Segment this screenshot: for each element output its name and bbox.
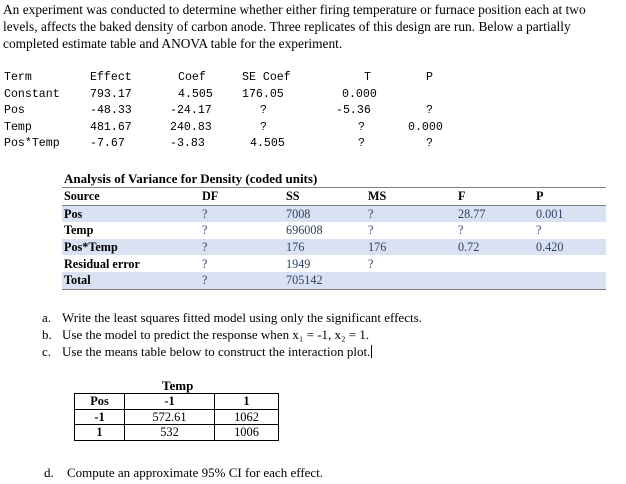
coef-effect: -48.33 (90, 104, 132, 118)
anova-ms: 176 (366, 239, 456, 256)
anova-header-ms: MS (366, 188, 456, 206)
anova-ms: ? (368, 223, 374, 238)
means-temp-level: 1 (215, 394, 279, 410)
anova-ss: 176 (284, 239, 366, 256)
anova-row (62, 239, 606, 256)
question-b (42, 326, 422, 343)
means-cell: 1006 (215, 425, 279, 441)
text-cursor (371, 345, 372, 358)
coef-coef: 4.505 (178, 87, 213, 101)
question-letter: d. (44, 465, 54, 480)
anova-df: ? (200, 239, 284, 256)
anova-f: 0.72 (456, 239, 534, 256)
anova-ss: 705142 (284, 272, 366, 289)
means-cell: 572.61 (125, 409, 215, 425)
means-pos-level: -1 (75, 409, 125, 425)
coef-header-effect: Effect (90, 71, 132, 84)
coef-t: ? (358, 120, 365, 134)
coef-se: 4.505 (250, 137, 285, 151)
coef-p: 0.000 (408, 120, 443, 134)
anova-header-ss: SS (284, 188, 366, 206)
means-cell: 1062 (215, 409, 279, 425)
coef-t: 0.000 (342, 87, 377, 101)
anova-p (534, 255, 606, 272)
anova-ms: ? (366, 205, 456, 222)
coef-row (4, 136, 433, 153)
coef-header-p: P (426, 71, 433, 84)
anova-title: Analysis of Variance for Density (coded units) (64, 171, 318, 186)
question-text: Use the means table below to construct the interaction plot. (62, 344, 371, 359)
coef-se: ? (260, 104, 267, 118)
anova-row (62, 272, 606, 289)
anova-header-source: Source (62, 188, 200, 206)
coef-effect: 481.67 (90, 120, 132, 134)
anova-row (62, 222, 606, 239)
anova-ss: 696008 (286, 223, 323, 238)
anova-p: ? (536, 223, 542, 238)
question-c (42, 343, 422, 360)
anova-header-row (62, 188, 606, 206)
anova-df: ? (202, 223, 208, 238)
anova-df: ? (200, 272, 284, 289)
anova-p (534, 272, 606, 289)
anova-f (456, 272, 534, 289)
anova-row (62, 255, 606, 272)
coef-coef: 240.83 (170, 120, 212, 134)
anova-df: ? (202, 256, 208, 271)
means-temp-heading: Temp (162, 378, 194, 393)
question-text: Write the least squares fitted model using only the significant effects. (62, 310, 422, 325)
coef-effect: 793.17 (90, 87, 132, 101)
means-pos-label: Pos (75, 394, 125, 410)
coef-coef: -24.17 (170, 104, 212, 118)
question-a (42, 309, 422, 326)
means-pos-level: 1 (75, 425, 125, 441)
anova-source: Pos (62, 205, 200, 222)
anova-source: Temp (64, 223, 94, 238)
question-letter: c. (42, 344, 52, 359)
anova-source: Total (62, 272, 200, 289)
coef-row (4, 120, 443, 137)
anova-p: 0.001 (534, 205, 606, 222)
anova-header-df: DF (200, 188, 284, 206)
anova-source: Residual error (64, 256, 140, 271)
anova-ms (366, 272, 456, 289)
means-cell: 532 (125, 425, 215, 441)
means-header-row (75, 394, 279, 410)
coef-t: ? (358, 137, 365, 151)
coef-header-t: T (364, 71, 371, 84)
anova-f: 28.77 (456, 205, 534, 222)
question-list (42, 309, 422, 360)
question-text: Use the model to predict the response when x₁ = -1, x₂ = 1. (62, 327, 370, 342)
coef-header-row (4, 70, 433, 87)
anova-df: ? (200, 205, 284, 222)
anova-f: ? (458, 223, 464, 238)
means-row (75, 409, 279, 425)
coefficient-table (4, 70, 443, 153)
coef-header-term: Term (4, 71, 32, 84)
anova-header-p: P (534, 188, 606, 206)
means-table (74, 393, 279, 441)
anova-ss: 1949 (286, 256, 311, 271)
question-d (44, 464, 323, 481)
coef-t: -5.36 (336, 104, 371, 118)
anova-row (62, 205, 606, 222)
anova-source: Pos*Temp (62, 239, 200, 256)
coef-coef: -3.83 (170, 137, 205, 151)
means-row (75, 425, 279, 441)
coef-p: ? (426, 137, 433, 151)
coef-se: ? (260, 120, 267, 134)
coef-effect: -7.67 (90, 137, 125, 151)
coef-row (4, 103, 433, 120)
coef-term: Temp (4, 120, 32, 134)
question-text: Compute an approximate 95% CI for each effect. (67, 465, 324, 480)
coef-p: ? (426, 104, 433, 118)
question-letter: b. (42, 327, 52, 342)
coef-term: Pos (4, 104, 25, 118)
coef-term: Constant (4, 87, 60, 101)
coef-header-coef: Coef (178, 71, 206, 84)
problem-statement: An experiment was conducted to determine whether either firing temperature or furnace position each at two levels, affects the baked density of carbon anode. Three replicates of this design are run. Below a partially completed estimate table and ANOVA table for the experiment. (3, 2, 586, 51)
coef-se: 176.05 (242, 87, 284, 101)
anova-p: 0.420 (534, 239, 606, 256)
question-letter: a. (42, 310, 52, 325)
coef-header-se-coef: SE Coef (242, 71, 291, 84)
anova-ss: 7008 (284, 205, 366, 222)
anova-ms: ? (368, 256, 374, 271)
coef-row (4, 87, 377, 104)
means-temp-level: -1 (125, 394, 215, 410)
anova-table (62, 187, 606, 290)
anova-f (456, 255, 534, 272)
coef-term: Pos*Temp (4, 137, 60, 151)
anova-header-f: F (456, 188, 534, 206)
